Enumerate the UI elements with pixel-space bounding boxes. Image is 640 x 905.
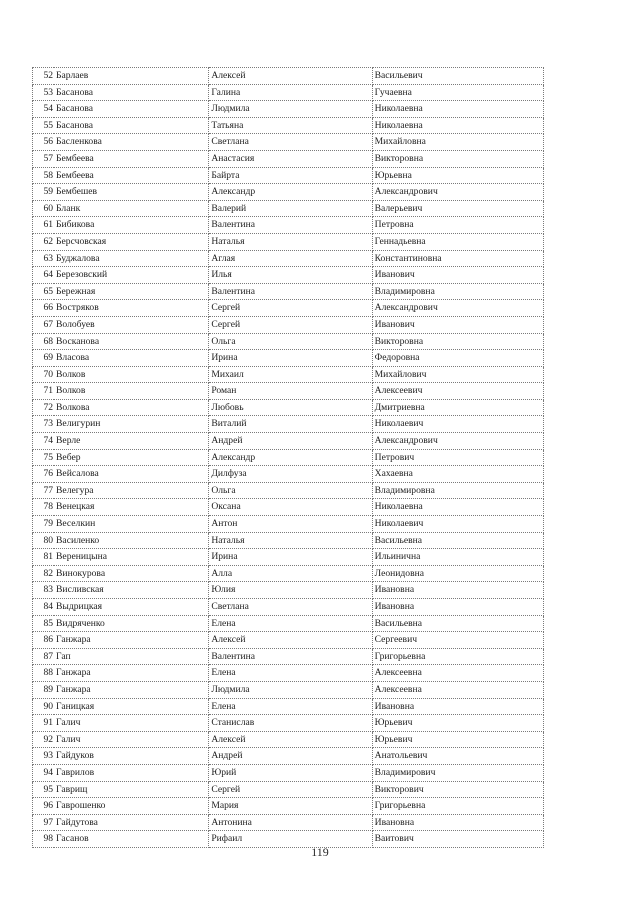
row-number: 89 <box>33 681 55 698</box>
first-name-cell: Наталья <box>209 233 372 250</box>
last-name-cell: Ганжара <box>54 632 209 649</box>
last-name-cell: Бембеева <box>54 150 209 167</box>
last-name-cell: Висливская <box>54 582 209 599</box>
patronymic-cell: Васильевна <box>372 615 543 632</box>
last-name-cell: Бембеева <box>54 167 209 184</box>
row-number: 79 <box>33 516 55 533</box>
last-name-cell: Галич <box>54 731 209 748</box>
table-row <box>33 482 544 499</box>
table-row <box>33 565 544 582</box>
patronymic-cell: Михайлович <box>372 366 543 383</box>
first-name-cell: Светлана <box>209 134 372 151</box>
table-row <box>33 798 544 815</box>
first-name-cell: Александр <box>209 449 372 466</box>
page-number: 119 <box>311 845 329 859</box>
table-row <box>33 217 544 234</box>
row-number: 86 <box>33 632 55 649</box>
patronymic-cell: Ваитович <box>372 831 543 848</box>
last-name-cell: Галич <box>54 715 209 732</box>
table-row <box>33 764 544 781</box>
row-number: 78 <box>33 499 55 516</box>
last-name-cell: Ганжара <box>54 681 209 698</box>
table-row <box>33 632 544 649</box>
last-name-cell: Вейсалова <box>54 466 209 483</box>
table-row <box>33 781 544 798</box>
patronymic-cell: Гучаевна <box>372 84 543 101</box>
last-name-cell: Буджалова <box>54 250 209 267</box>
table-row <box>33 715 544 732</box>
first-name-cell: Антон <box>209 516 372 533</box>
patronymic-cell: Дмитриевна <box>372 399 543 416</box>
first-name-cell: Аглая <box>209 250 372 267</box>
patronymic-cell: Николаевна <box>372 117 543 134</box>
table-row <box>33 134 544 151</box>
last-name-cell: Гаврошенко <box>54 798 209 815</box>
first-name-cell: Сергей <box>209 316 372 333</box>
last-name-cell: Видряченко <box>54 615 209 632</box>
patronymic-cell: Николаевна <box>372 101 543 118</box>
row-number: 52 <box>33 68 55 85</box>
last-name-cell: Вереницына <box>54 549 209 566</box>
patronymic-cell: Владимировна <box>372 482 543 499</box>
patronymic-cell: Юрьевич <box>372 731 543 748</box>
row-number: 72 <box>33 399 55 416</box>
first-name-cell: Людмила <box>209 101 372 118</box>
first-name-cell: Валентина <box>209 217 372 234</box>
table-row <box>33 383 544 400</box>
first-name-cell: Сергей <box>209 781 372 798</box>
first-name-cell: Станислав <box>209 715 372 732</box>
last-name-cell: Власова <box>54 350 209 367</box>
row-number: 76 <box>33 466 55 483</box>
table-row <box>33 300 544 317</box>
row-number: 85 <box>33 615 55 632</box>
last-name-cell: Волобуев <box>54 316 209 333</box>
last-name-cell: Басанова <box>54 101 209 118</box>
first-name-cell: Александр <box>209 184 372 201</box>
row-number: 55 <box>33 117 55 134</box>
last-name-cell: Василенко <box>54 532 209 549</box>
patronymic-cell: Геннадьевна <box>372 233 543 250</box>
table-row <box>33 316 544 333</box>
row-number: 71 <box>33 383 55 400</box>
table-row <box>33 267 544 284</box>
table-row <box>33 84 544 101</box>
table-row <box>33 117 544 134</box>
first-name-cell: Илья <box>209 267 372 284</box>
last-name-cell: Ганицкая <box>54 698 209 715</box>
first-name-cell: Светлана <box>209 599 372 616</box>
first-name-cell: Ирина <box>209 350 372 367</box>
patronymic-cell: Александрович <box>372 433 543 450</box>
last-name-cell: Велигурин <box>54 416 209 433</box>
table-row <box>33 233 544 250</box>
patronymic-cell: Юрьевич <box>372 715 543 732</box>
row-number: 77 <box>33 482 55 499</box>
last-name-cell: Винокурова <box>54 565 209 582</box>
first-name-cell: Мария <box>209 798 372 815</box>
first-name-cell: Дилфуза <box>209 466 372 483</box>
row-number: 93 <box>33 748 55 765</box>
last-name-cell: Гаврилов <box>54 764 209 781</box>
row-number: 54 <box>33 101 55 118</box>
patronymic-cell: Алексеевич <box>372 383 543 400</box>
first-name-cell: Андрей <box>209 433 372 450</box>
patronymic-cell: Николаевна <box>372 499 543 516</box>
patronymic-cell: Михайловна <box>372 134 543 151</box>
table-row <box>33 200 544 217</box>
last-name-cell: Гайдутова <box>54 814 209 831</box>
patronymic-cell: Александрович <box>372 300 543 317</box>
table-row <box>33 549 544 566</box>
first-name-cell: Андрей <box>209 748 372 765</box>
row-number: 83 <box>33 582 55 599</box>
last-name-cell: Велегура <box>54 482 209 499</box>
first-name-cell: Татьяна <box>209 117 372 134</box>
row-number: 53 <box>33 84 55 101</box>
table-row <box>33 250 544 267</box>
table-row <box>33 516 544 533</box>
patronymic-cell: Александрович <box>372 184 543 201</box>
table-row <box>33 499 544 516</box>
table-row <box>33 399 544 416</box>
table-row <box>33 167 544 184</box>
patronymic-cell: Владимирович <box>372 764 543 781</box>
first-name-cell: Ольга <box>209 482 372 499</box>
first-name-cell: Рифаил <box>209 831 372 848</box>
last-name-cell: Бембешев <box>54 184 209 201</box>
row-number: 63 <box>33 250 55 267</box>
row-number: 95 <box>33 781 55 798</box>
patronymic-cell: Викторович <box>372 781 543 798</box>
last-name-cell: Верле <box>54 433 209 450</box>
row-number: 91 <box>33 715 55 732</box>
first-name-cell: Алексей <box>209 68 372 85</box>
table-row <box>33 433 544 450</box>
row-number: 84 <box>33 599 55 616</box>
first-name-cell: Оксана <box>209 499 372 516</box>
row-number: 80 <box>33 532 55 549</box>
table-row <box>33 333 544 350</box>
last-name-cell: Вебер <box>54 449 209 466</box>
first-name-cell: Валентина <box>209 283 372 300</box>
patronymic-cell: Константиновна <box>372 250 543 267</box>
row-number: 56 <box>33 134 55 151</box>
last-name-cell: Венецкая <box>54 499 209 516</box>
row-number: 57 <box>33 150 55 167</box>
table-row <box>33 68 544 85</box>
patronymic-cell: Юрьевна <box>372 167 543 184</box>
first-name-cell: Юрий <box>209 764 372 781</box>
patronymic-cell: Григорьевна <box>372 648 543 665</box>
names-table-body <box>33 68 544 848</box>
row-number: 98 <box>33 831 55 848</box>
last-name-cell: Басанова <box>54 117 209 134</box>
patronymic-cell: Николаевич <box>372 416 543 433</box>
row-number: 60 <box>33 200 55 217</box>
row-number: 97 <box>33 814 55 831</box>
last-name-cell: Волкова <box>54 399 209 416</box>
first-name-cell: Роман <box>209 383 372 400</box>
table-row <box>33 101 544 118</box>
patronymic-cell: Федоровна <box>372 350 543 367</box>
first-name-cell: Байрта <box>209 167 372 184</box>
table-row <box>33 283 544 300</box>
table-row <box>33 184 544 201</box>
patronymic-cell: Викторовна <box>372 333 543 350</box>
last-name-cell: Ганжара <box>54 665 209 682</box>
row-number: 94 <box>33 764 55 781</box>
first-name-cell: Виталий <box>209 416 372 433</box>
row-number: 96 <box>33 798 55 815</box>
table-row <box>33 814 544 831</box>
first-name-cell: Михаил <box>209 366 372 383</box>
row-number: 64 <box>33 267 55 284</box>
patronymic-cell: Иванович <box>372 267 543 284</box>
row-number: 58 <box>33 167 55 184</box>
patronymic-cell: Алексеевна <box>372 681 543 698</box>
patronymic-cell: Ивановна <box>372 599 543 616</box>
patronymic-cell: Григорьевна <box>372 798 543 815</box>
last-name-cell: Басленкова <box>54 134 209 151</box>
last-name-cell: Басанова <box>54 84 209 101</box>
last-name-cell: Берсчовская <box>54 233 209 250</box>
first-name-cell: Елена <box>209 615 372 632</box>
patronymic-cell: Викторовна <box>372 150 543 167</box>
row-number: 74 <box>33 433 55 450</box>
last-name-cell: Востряков <box>54 300 209 317</box>
first-name-cell: Любовь <box>209 399 372 416</box>
last-name-cell: Веселкин <box>54 516 209 533</box>
row-number: 70 <box>33 366 55 383</box>
row-number: 75 <box>33 449 55 466</box>
first-name-cell: Елена <box>209 665 372 682</box>
first-name-cell: Ирина <box>209 549 372 566</box>
first-name-cell: Алексей <box>209 731 372 748</box>
first-name-cell: Ольга <box>209 333 372 350</box>
table-row <box>33 648 544 665</box>
last-name-cell: Выдрицкая <box>54 599 209 616</box>
patronymic-cell: Петрович <box>372 449 543 466</box>
table-row <box>33 416 544 433</box>
last-name-cell: Волков <box>54 366 209 383</box>
table-row <box>33 582 544 599</box>
first-name-cell: Алексей <box>209 632 372 649</box>
first-name-cell: Алла <box>209 565 372 582</box>
patronymic-cell: Анатольевич <box>372 748 543 765</box>
first-name-cell: Галина <box>209 84 372 101</box>
row-number: 81 <box>33 549 55 566</box>
row-number: 66 <box>33 300 55 317</box>
patronymic-cell: Ивановна <box>372 814 543 831</box>
first-name-cell: Антонина <box>209 814 372 831</box>
row-number: 88 <box>33 665 55 682</box>
row-number: 59 <box>33 184 55 201</box>
row-number: 73 <box>33 416 55 433</box>
row-number: 90 <box>33 698 55 715</box>
row-number: 87 <box>33 648 55 665</box>
patronymic-cell: Владимировна <box>372 283 543 300</box>
table-row <box>33 599 544 616</box>
name-list <box>32 67 544 848</box>
patronymic-cell: Николаевич <box>372 516 543 533</box>
patronymic-cell: Ивановна <box>372 582 543 599</box>
first-name-cell: Валерий <box>209 200 372 217</box>
table-row <box>33 150 544 167</box>
table-row <box>33 748 544 765</box>
patronymic-cell: Ильинична <box>372 549 543 566</box>
last-name-cell: Бибикова <box>54 217 209 234</box>
last-name-cell: Восканова <box>54 333 209 350</box>
patronymic-cell: Васильевич <box>372 68 543 85</box>
row-number: 69 <box>33 350 55 367</box>
last-name-cell: Гаврищ <box>54 781 209 798</box>
row-number: 61 <box>33 217 55 234</box>
patronymic-cell: Иванович <box>372 316 543 333</box>
row-number: 92 <box>33 731 55 748</box>
patronymic-cell: Петровна <box>372 217 543 234</box>
table-row <box>33 449 544 466</box>
row-number: 82 <box>33 565 55 582</box>
table-row <box>33 350 544 367</box>
first-name-cell: Юлия <box>209 582 372 599</box>
row-number: 67 <box>33 316 55 333</box>
row-number: 62 <box>33 233 55 250</box>
last-name-cell: Бланк <box>54 200 209 217</box>
names-table <box>32 67 544 848</box>
last-name-cell: Березовский <box>54 267 209 284</box>
first-name-cell: Сергей <box>209 300 372 317</box>
first-name-cell: Наталья <box>209 532 372 549</box>
last-name-cell: Гасанов <box>54 831 209 848</box>
patronymic-cell: Валерьевич <box>372 200 543 217</box>
table-row <box>33 731 544 748</box>
patronymic-cell: Васильевна <box>372 532 543 549</box>
row-number: 65 <box>33 283 55 300</box>
row-number: 68 <box>33 333 55 350</box>
first-name-cell: Валентина <box>209 648 372 665</box>
table-row <box>33 615 544 632</box>
table-row <box>33 665 544 682</box>
first-name-cell: Людмила <box>209 681 372 698</box>
patronymic-cell: Сергеевич <box>372 632 543 649</box>
first-name-cell: Елена <box>209 698 372 715</box>
last-name-cell: Гап <box>54 648 209 665</box>
patronymic-cell: Алексеевна <box>372 665 543 682</box>
table-row <box>33 698 544 715</box>
last-name-cell: Волков <box>54 383 209 400</box>
patronymic-cell: Хахаевна <box>372 466 543 483</box>
table-row <box>33 532 544 549</box>
table-row <box>33 366 544 383</box>
first-name-cell: Анастасия <box>209 150 372 167</box>
table-row <box>33 466 544 483</box>
last-name-cell: Барлаев <box>54 68 209 85</box>
patronymic-cell: Леонидовна <box>372 565 543 582</box>
last-name-cell: Гайдуков <box>54 748 209 765</box>
patronymic-cell: Ивановна <box>372 698 543 715</box>
last-name-cell: Бережная <box>54 283 209 300</box>
table-row <box>33 681 544 698</box>
